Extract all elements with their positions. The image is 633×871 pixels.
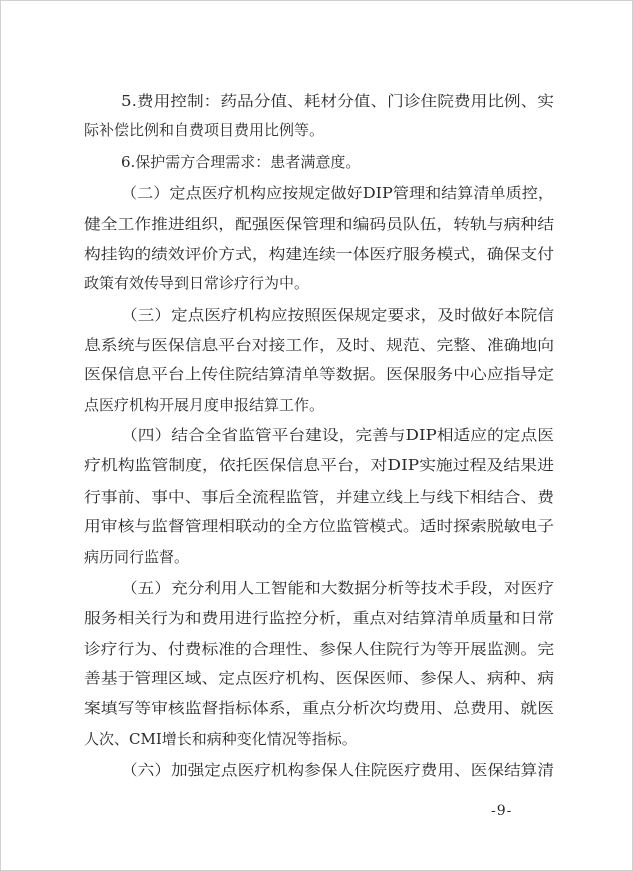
- text-line: 点医疗机构开展月度申报结算工作。: [84, 396, 325, 414]
- text-line: 病历同行监督。: [84, 548, 190, 566]
- text-line: （五）充分利用人工智能和大数据分析等技术手段，对医疗: [121, 579, 554, 597]
- text-line: 医保信息平台上传住院结算清单等数据。医保服务中心应指导定: [84, 365, 554, 383]
- text-line: 际补偿比例和自费项目费用比例等。: [84, 121, 325, 139]
- text-line: 行事前、事中、事后全流程监管，并建立线上与线下相结合、费: [84, 488, 554, 506]
- text-line: （四）结合全省监管平台建设，完善与DIP相适应的定点医: [121, 426, 554, 444]
- text-line: 案填写等审核监督指标体系，重点分析次均费用、总费用、就医: [84, 699, 554, 717]
- text-line: 6.保护需方合理需求：患者满意度。: [121, 153, 361, 171]
- text-line: （六）加强定点医疗机构参保人住院医疗费用、医保结算清: [121, 761, 554, 779]
- text-line: 5.费用控制：药品分值、耗材分值、门诊住院费用比例、实: [121, 92, 554, 110]
- text-line: 政策有效传导到日常诊疗行为中。: [84, 274, 310, 292]
- page-number: -9-: [491, 803, 513, 819]
- text-line: 疗机构监管制度，依托医保信息平台，对DIP实施过程及结果进: [84, 456, 554, 474]
- text-line: 服务相关行为和费用进行监控分析，重点对结算清单质量和日常: [84, 609, 554, 627]
- text-line: （三）定点医疗机构应按照医保规定要求，及时做好本院信: [121, 306, 554, 324]
- text-line: 人次、CMI增长和病种变化情况等指标。: [84, 730, 357, 748]
- text-line: 用审核与监督管理相联动的全方位监管模式。适时探索脱敏电子: [84, 517, 554, 535]
- text-line: 诊疗行为、付费标准的合理性、参保人住院行为等开展监测。完: [84, 640, 554, 658]
- text-line: 善基于管理区域、定点医疗机构、医保医师、参保人、病种、病: [84, 669, 554, 687]
- text-line: 构挂钩的绩效评价方式，构建连续一体医疗服务模式，确保支付: [84, 245, 554, 263]
- text-line: （二）定点医疗机构应按规定做好DIP管理和结算清单质控，: [121, 184, 554, 202]
- text-line: 息系统与医保信息平台对接工作，及时、规范、完整、准确地向: [84, 336, 554, 354]
- text-line: 健全工作推进组织，配强医保管理和编码员队伍，转轨与病种结: [84, 215, 554, 233]
